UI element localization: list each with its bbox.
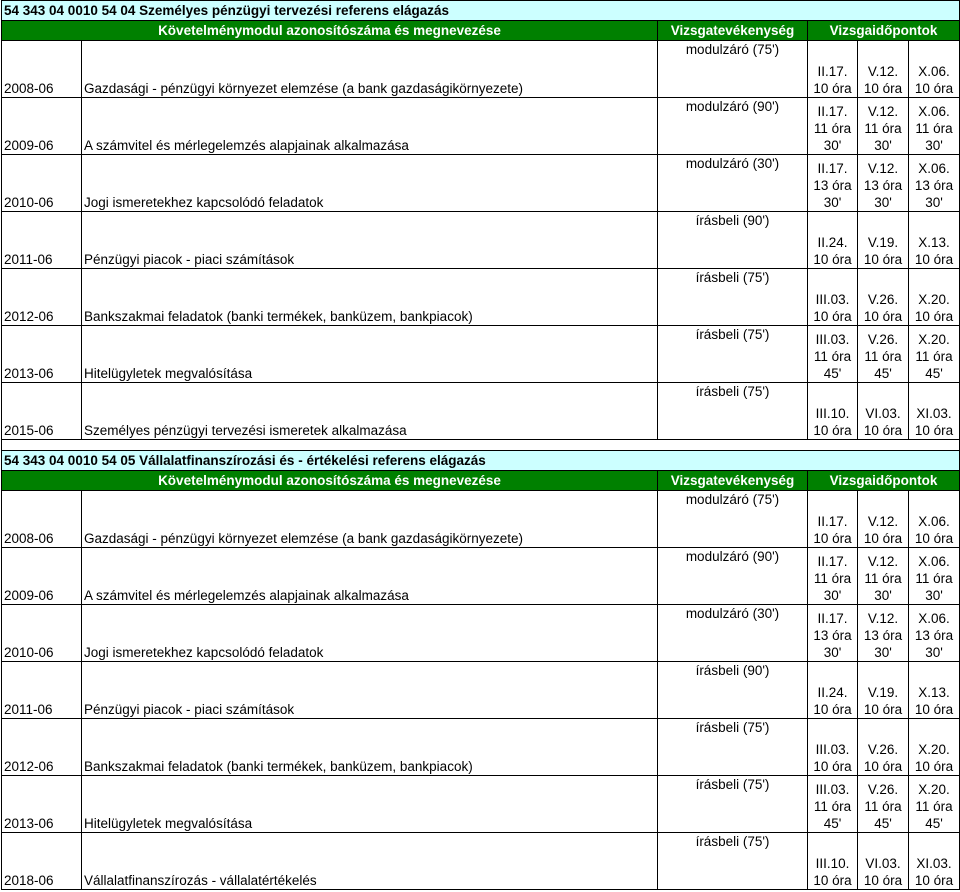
exam-activity: írásbeli (90') <box>658 662 808 719</box>
exam-activity: írásbeli (75') <box>658 719 808 776</box>
exam-date: XI.03. 10 óra <box>909 383 960 440</box>
exam-schedule-sheet <box>1 0 960 890</box>
table-row <box>2 155 960 212</box>
exam-date: III.03. 10 óra <box>808 719 858 776</box>
module-code: 2009-06 <box>2 98 82 155</box>
module-code: 2018-06 <box>2 833 82 890</box>
header-exam-dates: Vizsgaidőpontok <box>808 21 960 41</box>
exam-date: V.12. 10 óra <box>858 491 909 548</box>
module-code: 2010-06 <box>2 155 82 212</box>
module-name: Bankszakmai feladatok (banki termékek, banküzem, bankpiacok) <box>82 269 658 326</box>
exam-date: V.26. 11 óra 45' <box>858 326 909 383</box>
module-code: 2008-06 <box>2 41 82 98</box>
module-name: Pénzügyi piacok - piaci számítások <box>82 662 658 719</box>
module-name: Bankszakmai feladatok (banki termékek, banküzem, bankpiacok) <box>82 719 658 776</box>
exam-activity: modulzáró (75') <box>658 41 808 98</box>
table-row <box>2 383 960 440</box>
module-name: Hitelügyletek megvalósítása <box>82 326 658 383</box>
exam-date: X.20. 10 óra <box>909 719 960 776</box>
exam-date: X.06. 11 óra 30' <box>909 98 960 155</box>
exam-date: III.10. 10 óra <box>808 383 858 440</box>
module-name: Pénzügyi piacok - piaci számítások <box>82 212 658 269</box>
exam-activity: írásbeli (75') <box>658 776 808 833</box>
module-code: 2010-06 <box>2 605 82 662</box>
module-name: Gazdasági - pénzügyi környezet elemzése (a bank gazdaságikörnyezete) <box>82 491 658 548</box>
section-header-row <box>2 471 960 491</box>
exam-date: V.12. 11 óra 30' <box>858 548 909 605</box>
exam-activity: írásbeli (75') <box>658 383 808 440</box>
exam-date: II.17. 10 óra <box>808 41 858 98</box>
table-row <box>2 326 960 383</box>
section-title: 54 343 04 0010 54 05 Vállalatfinanszírozási és - értékelési referens elágazás <box>2 451 960 471</box>
exam-date: II.17. 13 óra 30' <box>808 605 858 662</box>
exam-date: X.06. 10 óra <box>909 491 960 548</box>
table-row <box>2 662 960 719</box>
module-name: A számvitel és mérlegelemzés alapjainak alkalmazása <box>82 98 658 155</box>
table-row <box>2 212 960 269</box>
table-row <box>2 269 960 326</box>
exam-date: V.19. 10 óra <box>858 662 909 719</box>
module-code: 2015-06 <box>2 383 82 440</box>
exam-date: VI.03. 10 óra <box>858 383 909 440</box>
exam-date: X.13. 10 óra <box>909 212 960 269</box>
exam-activity: írásbeli (75') <box>658 269 808 326</box>
section-title-row <box>2 451 960 471</box>
exam-date: III.03. 11 óra 45' <box>808 326 858 383</box>
table-row <box>2 548 960 605</box>
section-title: 54 343 04 0010 54 04 Személyes pénzügyi tervezési referens elágazás <box>2 1 960 21</box>
module-code: 2013-06 <box>2 326 82 383</box>
module-code: 2011-06 <box>2 212 82 269</box>
module-name: Személyes pénzügyi tervezési ismeretek alkalmazása <box>82 383 658 440</box>
exam-date: II.17. 13 óra 30' <box>808 155 858 212</box>
exam-activity: modulzáró (90') <box>658 98 808 155</box>
table-row <box>2 98 960 155</box>
module-code: 2008-06 <box>2 491 82 548</box>
exam-date: X.20. 11 óra 45' <box>909 326 960 383</box>
exam-date: V.26. 10 óra <box>858 719 909 776</box>
exam-date: X.06. 10 óra <box>909 41 960 98</box>
exam-date: II.24. 10 óra <box>808 212 858 269</box>
module-name: Jogi ismeretekhez kapcsolódó feladatok <box>82 155 658 212</box>
exam-date: V.12. 13 óra 30' <box>858 605 909 662</box>
module-code: 2011-06 <box>2 662 82 719</box>
exam-date: V.12. 13 óra 30' <box>858 155 909 212</box>
exam-date: V.12. 11 óra 30' <box>858 98 909 155</box>
exam-date: V.12. 10 óra <box>858 41 909 98</box>
exam-activity: írásbeli (90') <box>658 212 808 269</box>
module-name: Gazdasági - pénzügyi környezet elemzése (a bank gazdaságikörnyezete) <box>82 41 658 98</box>
exam-activity: modulzáró (30') <box>658 155 808 212</box>
header-module: Követelménymodul azonosítószáma és megnevezése <box>2 21 658 41</box>
exam-date: II.17. 10 óra <box>808 491 858 548</box>
table-row <box>2 491 960 548</box>
section-spacer <box>2 440 960 451</box>
table-row <box>2 41 960 98</box>
module-name: Jogi ismeretekhez kapcsolódó feladatok <box>82 605 658 662</box>
exam-date: X.13. 10 óra <box>909 662 960 719</box>
exam-date: II.17. 11 óra 30' <box>808 548 858 605</box>
exam-activity: írásbeli (75') <box>658 833 808 890</box>
header-exam-activity: Vizsgatevékenység <box>658 471 808 491</box>
exam-date: V.19. 10 óra <box>858 212 909 269</box>
table-row <box>2 605 960 662</box>
module-name: Hitelügyletek megvalósítása <box>82 776 658 833</box>
module-code: 2013-06 <box>2 776 82 833</box>
exam-date: VI.03. 10 óra <box>858 833 909 890</box>
section-header-row <box>2 21 960 41</box>
exam-date: X.06. 13 óra 30' <box>909 155 960 212</box>
exam-date: V.26. 11 óra 45' <box>858 776 909 833</box>
module-code: 2012-06 <box>2 719 82 776</box>
module-name: Vállalatfinanszírozás - vállalatértékelés <box>82 833 658 890</box>
exam-activity: írásbeli (75') <box>658 326 808 383</box>
table-row <box>2 833 960 890</box>
exam-date: X.20. 11 óra 45' <box>909 776 960 833</box>
table-row <box>2 776 960 833</box>
exam-date: X.06. 13 óra 30' <box>909 605 960 662</box>
module-code: 2009-06 <box>2 548 82 605</box>
exam-date: II.24. 10 óra <box>808 662 858 719</box>
exam-date: V.26. 10 óra <box>858 269 909 326</box>
exam-date: II.17. 11 óra 30' <box>808 98 858 155</box>
exam-date: III.10. 10 óra <box>808 833 858 890</box>
exam-date: III.03. 11 óra 45' <box>808 776 858 833</box>
exam-activity: modulzáró (90') <box>658 548 808 605</box>
exam-date: XI.03. 10 óra <box>909 833 960 890</box>
table-row <box>2 719 960 776</box>
module-name: A számvitel és mérlegelemzés alapjainak alkalmazása <box>82 548 658 605</box>
header-exam-activity: Vizsgatevékenység <box>658 21 808 41</box>
exam-date: III.03. 10 óra <box>808 269 858 326</box>
exam-date: X.20. 10 óra <box>909 269 960 326</box>
exam-activity: modulzáró (75') <box>658 491 808 548</box>
section-title-row <box>2 1 960 21</box>
header-module: Követelménymodul azonosítószáma és megnevezése <box>2 471 658 491</box>
module-code: 2012-06 <box>2 269 82 326</box>
header-exam-dates: Vizsgaidőpontok <box>808 471 960 491</box>
exam-activity: modulzáró (30') <box>658 605 808 662</box>
exam-date: X.06. 11 óra 30' <box>909 548 960 605</box>
